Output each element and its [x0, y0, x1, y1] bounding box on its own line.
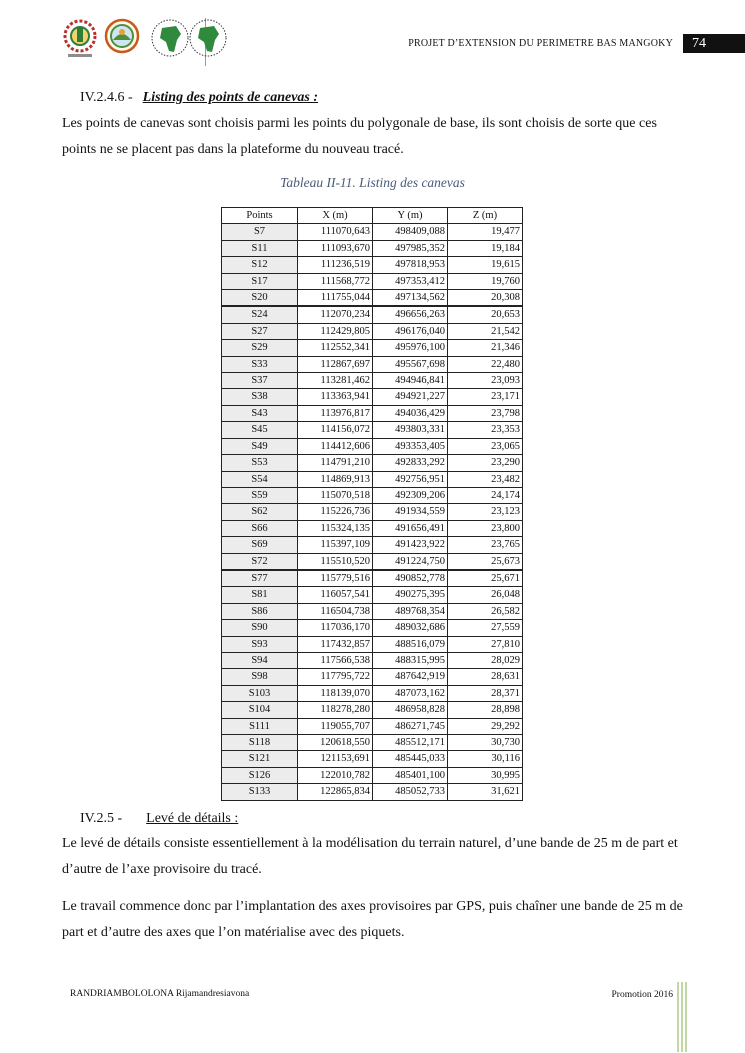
cell-x: 115779,516 [298, 570, 373, 587]
table-row [222, 553, 523, 570]
cell-point: S118 [222, 735, 298, 751]
cell-x: 121153,691 [298, 751, 373, 767]
cell-point: S29 [222, 340, 298, 356]
paragraph-leve-2: Le travail commence donc par l’implantation des axes provisoires par GPS, puis chaîner une bande de 25 m de part et d’autre des axes que l’on matérialise avec des piquets. [62, 899, 683, 940]
table-row [222, 224, 523, 240]
cell-point: S45 [222, 422, 298, 438]
page-number: 74 [683, 34, 745, 53]
cell-z: 25,673 [448, 553, 523, 570]
canevas-table [221, 207, 523, 801]
program-round-logo [104, 18, 140, 58]
ministry-emblem-logo [62, 18, 98, 60]
cell-point: S11 [222, 240, 298, 256]
cell-z: 24,174 [448, 487, 523, 503]
cell-x: 115070,518 [298, 487, 373, 503]
cell-y: 488315,995 [373, 652, 448, 668]
table-row [222, 669, 523, 685]
cell-point: S62 [222, 504, 298, 520]
cell-y: 497985,352 [373, 240, 448, 256]
cell-z: 30,116 [448, 751, 523, 767]
cell-point: S90 [222, 620, 298, 636]
cell-y: 493353,405 [373, 438, 448, 454]
footer-decor-lines [676, 982, 690, 1052]
cell-x: 115510,520 [298, 553, 373, 570]
paragraph-canevas-intro: Les points de canevas sont choisis parmi les points du polygonale de base, ils sont choisis de sorte que ces points ne se placent pas dans la plateforme du nouveau tracé. [62, 116, 657, 157]
cell-z: 21,346 [448, 340, 523, 356]
cell-y: 489032,686 [373, 620, 448, 636]
cell-x: 118139,070 [298, 685, 373, 701]
cell-y: 497134,562 [373, 290, 448, 307]
cell-y: 492309,206 [373, 487, 448, 503]
cell-z: 19,760 [448, 273, 523, 289]
table-caption: Tableau II-11. Listing des canevas [280, 175, 465, 190]
section-heading-canevas [80, 90, 318, 106]
cell-x: 113281,462 [298, 373, 373, 389]
table-row [222, 520, 523, 536]
cell-point: S126 [222, 767, 298, 783]
cell-point: S77 [222, 570, 298, 587]
cell-point: S38 [222, 389, 298, 405]
cell-point: S81 [222, 587, 298, 603]
cell-x: 114869,913 [298, 471, 373, 487]
cell-y: 493803,331 [373, 422, 448, 438]
cell-z: 29,292 [448, 718, 523, 734]
table-row [222, 422, 523, 438]
cell-z: 23,798 [448, 405, 523, 421]
column-header-z: Z (m) [448, 208, 523, 224]
cell-y: 485512,171 [373, 735, 448, 751]
cell-x: 115397,109 [298, 537, 373, 553]
cell-point: S12 [222, 257, 298, 273]
cell-x: 113976,817 [298, 405, 373, 421]
cell-y: 498409,088 [373, 224, 448, 240]
cell-point: S20 [222, 290, 298, 307]
footer-promotion: Promotion 2016 [611, 990, 673, 1000]
cell-x: 117432,857 [298, 636, 373, 652]
cell-y: 492756,951 [373, 471, 448, 487]
cell-x: 111755,044 [298, 290, 373, 307]
table-row [222, 537, 523, 553]
cell-y: 485401,100 [373, 767, 448, 783]
table-row [222, 240, 523, 256]
cell-z: 28,631 [448, 669, 523, 685]
cell-point: S59 [222, 487, 298, 503]
cell-x: 111568,772 [298, 273, 373, 289]
footer-author: RANDRIAMBOLOLONA Rijamandresiavona [70, 989, 250, 999]
cell-x: 111070,643 [298, 224, 373, 240]
section-heading-leve [80, 811, 238, 827]
cell-x: 117795,722 [298, 669, 373, 685]
table-row [222, 438, 523, 454]
section-title: Levé de détails : [146, 811, 239, 826]
cell-z: 19,184 [448, 240, 523, 256]
table-row [222, 751, 523, 767]
african-development-bank-logo [150, 18, 230, 60]
table-row [222, 455, 523, 471]
cell-x: 111093,670 [298, 240, 373, 256]
cell-y: 488516,079 [373, 636, 448, 652]
cell-x: 112552,341 [298, 340, 373, 356]
cell-z: 23,290 [448, 455, 523, 471]
cell-z: 26,048 [448, 587, 523, 603]
cell-y: 486271,745 [373, 718, 448, 734]
table-row [222, 767, 523, 783]
cell-z: 20,308 [448, 290, 523, 307]
cell-point: S121 [222, 751, 298, 767]
cell-point: S111 [222, 718, 298, 734]
table-row [222, 620, 523, 636]
cell-x: 114791,210 [298, 455, 373, 471]
cell-point: S69 [222, 537, 298, 553]
cell-x: 119055,707 [298, 718, 373, 734]
cell-point: S37 [222, 373, 298, 389]
section-number: IV.2.5 - [80, 811, 123, 826]
table-row [222, 487, 523, 503]
cell-y: 496176,040 [373, 323, 448, 339]
table-row [222, 356, 523, 372]
cell-x: 112867,697 [298, 356, 373, 372]
cell-y: 495567,698 [373, 356, 448, 372]
cell-y: 497818,953 [373, 257, 448, 273]
cell-x: 114156,072 [298, 422, 373, 438]
table-row [222, 273, 523, 289]
cell-y: 491656,491 [373, 520, 448, 536]
table-row [222, 405, 523, 421]
cell-point: S27 [222, 323, 298, 339]
column-header-y: Y (m) [373, 208, 448, 224]
cell-point: S66 [222, 520, 298, 536]
cell-z: 23,800 [448, 520, 523, 536]
table-row [222, 306, 523, 323]
cell-x: 112070,234 [298, 306, 373, 323]
cell-x: 115226,736 [298, 504, 373, 520]
cell-point: S49 [222, 438, 298, 454]
table-row [222, 504, 523, 520]
cell-z: 23,482 [448, 471, 523, 487]
table-row [222, 323, 523, 339]
header-project-title: PROJET D’EXTENSION DU PERIMETRE BAS MANGOKY [408, 38, 673, 49]
cell-y: 497353,412 [373, 273, 448, 289]
table-row [222, 373, 523, 389]
cell-y: 494946,841 [373, 373, 448, 389]
cell-x: 122865,834 [298, 784, 373, 800]
cell-y: 492833,292 [373, 455, 448, 471]
table-row [222, 685, 523, 701]
cell-y: 494921,227 [373, 389, 448, 405]
cell-z: 19,615 [448, 257, 523, 273]
cell-y: 486958,828 [373, 702, 448, 718]
cell-y: 487073,162 [373, 685, 448, 701]
cell-x: 118278,280 [298, 702, 373, 718]
paragraph-leve-1: Le levé de détails consiste essentiellement à la modélisation du terrain naturel, d’une bande de 25 m de part et d’autre de l’axe provisoire du tracé. [62, 836, 678, 877]
cell-point: S103 [222, 685, 298, 701]
cell-x: 114412,606 [298, 438, 373, 454]
column-header-points: Points [222, 208, 298, 224]
cell-x: 115324,135 [298, 520, 373, 536]
cell-y: 494036,429 [373, 405, 448, 421]
table-row [222, 340, 523, 356]
cell-point: S53 [222, 455, 298, 471]
cell-z: 23,171 [448, 389, 523, 405]
cell-point: S54 [222, 471, 298, 487]
cell-z: 28,371 [448, 685, 523, 701]
cell-z: 26,582 [448, 603, 523, 619]
cell-y: 491224,750 [373, 553, 448, 570]
cell-z: 23,765 [448, 537, 523, 553]
cell-x: 117036,170 [298, 620, 373, 636]
cell-point: S93 [222, 636, 298, 652]
table-row [222, 636, 523, 652]
table-row [222, 570, 523, 587]
cell-y: 495976,100 [373, 340, 448, 356]
cell-y: 491423,922 [373, 537, 448, 553]
cell-z: 23,065 [448, 438, 523, 454]
table-row [222, 718, 523, 734]
cell-x: 120618,550 [298, 735, 373, 751]
cell-z: 20,653 [448, 306, 523, 323]
cell-y: 490275,395 [373, 587, 448, 603]
cell-z: 23,093 [448, 373, 523, 389]
table-row [222, 603, 523, 619]
table-row [222, 471, 523, 487]
cell-x: 117566,538 [298, 652, 373, 668]
cell-x: 116504,738 [298, 603, 373, 619]
cell-x: 111236,519 [298, 257, 373, 273]
table-row [222, 784, 523, 800]
cell-z: 30,995 [448, 767, 523, 783]
table-row [222, 702, 523, 718]
cell-point: S24 [222, 306, 298, 323]
cell-z: 31,621 [448, 784, 523, 800]
cell-y: 487642,919 [373, 669, 448, 685]
cell-x: 116057,541 [298, 587, 373, 603]
cell-point: S7 [222, 224, 298, 240]
cell-y: 496656,263 [373, 306, 448, 323]
cell-point: S33 [222, 356, 298, 372]
cell-z: 25,671 [448, 570, 523, 587]
cell-point: S72 [222, 553, 298, 570]
cell-z: 28,898 [448, 702, 523, 718]
cell-z: 23,353 [448, 422, 523, 438]
cell-x: 112429,805 [298, 323, 373, 339]
cell-point: S17 [222, 273, 298, 289]
table-row [222, 587, 523, 603]
cell-x: 113363,941 [298, 389, 373, 405]
section-title: Listing des points de canevas : [142, 90, 319, 105]
cell-z: 22,480 [448, 356, 523, 372]
cell-z: 27,810 [448, 636, 523, 652]
cell-z: 30,730 [448, 735, 523, 751]
table-row [222, 257, 523, 273]
table-row [222, 389, 523, 405]
cell-z: 23,123 [448, 504, 523, 520]
cell-x: 122010,782 [298, 767, 373, 783]
cell-z: 21,542 [448, 323, 523, 339]
cell-y: 491934,559 [373, 504, 448, 520]
cell-point: S133 [222, 784, 298, 800]
section-number: IV.2.4.6 - [80, 90, 133, 105]
table-header-row [222, 208, 523, 224]
table-row [222, 735, 523, 751]
cell-z: 28,029 [448, 652, 523, 668]
cell-y: 490852,778 [373, 570, 448, 587]
table-row [222, 652, 523, 668]
cell-point: S94 [222, 652, 298, 668]
cell-y: 485445,033 [373, 751, 448, 767]
cell-z: 27,559 [448, 620, 523, 636]
table-row [222, 290, 523, 307]
cell-point: S86 [222, 603, 298, 619]
cell-point: S104 [222, 702, 298, 718]
column-header-x: X (m) [298, 208, 373, 224]
cell-z: 19,477 [448, 224, 523, 240]
cell-point: S43 [222, 405, 298, 421]
cell-y: 489768,354 [373, 603, 448, 619]
cell-y: 485052,733 [373, 784, 448, 800]
cell-point: S98 [222, 669, 298, 685]
